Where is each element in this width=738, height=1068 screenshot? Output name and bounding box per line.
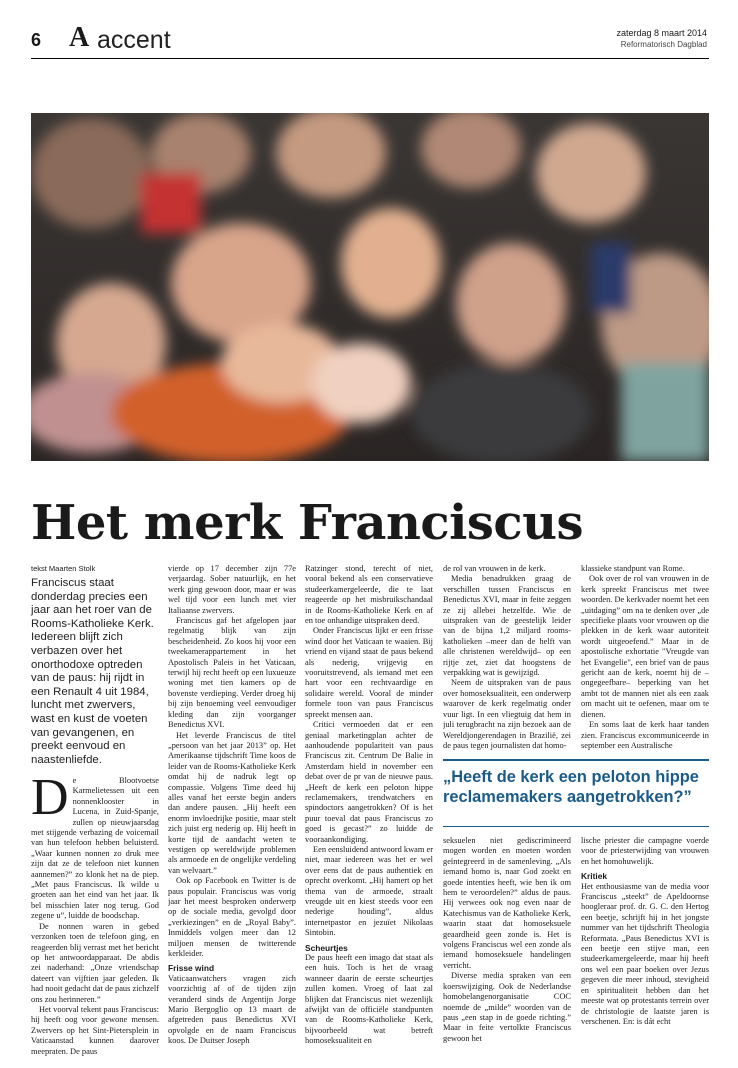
col3-p3: Critici vermoeden dat er een geniaal marketingplan achter de aanhoudende populariteit van paus Franciscus zit. Centrum De Balie in Amsterdam hield in november een debat over de pr van de nieuwe paus. „Heeft de kerk een peloton hippe reclamemakers, trendwatchers en spindoctors aangetrokken? Of is het puur toeval dat paus Franciscus zo goed is gecast?” zo luidde de vooraankondiging. (305, 720, 433, 844)
column-3 (305, 564, 433, 1066)
col3-p5: De paus heeft een imago dat staat als een huis. Toch is het de vraag wanneer daarin de eerste scheurtjes zullen komen. Vroeg of laat zal blijken dat Franciscus niet wezenlijk afwijkt van de officiële standpunten van de Rooms-Katholieke Kerk, bijvoorbeeld wat betreft homoseksualiteit en (305, 953, 433, 1046)
drop-cap: D (31, 776, 69, 826)
page-header (31, 24, 709, 58)
col3-p2: Onder Franciscus lijkt er een frisse wind door het Vaticaan te waaien. Bij vriend en vijand staat de paus bekend als nederig, vrijgevig en vooruitstrevend, als iemand met een hart voor een rechtvaardige en solidaire wereld. Vooral de minder formele toon van paus Franciscus spreekt mensen aan. (305, 626, 433, 719)
col5-p1: klassieke standpunt van Rome. (581, 564, 685, 573)
col4-p2: Media benadrukken graag de verschillen tussen Franciscus en Benedictus XVI, maar in feite zeggen ze zij allebei hetzelfde. Wie de uitspraken van de geestelijk leider van de bijna 1,2 miljard rooms-katholieken –meer dan de helft van alle christenen wereldwijd– op een rijtje zet, ziet dat hoogstens de verpakking wat is gewijzigd. (443, 574, 571, 678)
date-block (616, 28, 707, 50)
col1-p2: De nonnen waren in gebed verzonken toen de telefoon ging, en reageerden blij verrast met het bericht op het antwoordapparaat. De abdis zei naderhand: „Onze vriendschap dateert van vijftien jaar geleden. Ik had nooit gedacht dat de paus zichzelf ons zou herinneren.” (31, 921, 159, 1004)
col5b-p1: lische priester die campagne voerde voor de priesterwijding van vrouwen en het homohuwelijk. (581, 836, 709, 866)
column-5-bottom (581, 836, 709, 1066)
col5b-p2: Het enthousiasme van de media voor Franciscus „steekt” de Apeldoornse hoogleraar prof. dr. G. C. den Hertog een beetje, schrijft hij in het jongste nummer van het tijdschrift Theologia Reformata. „Paus Benedictus XVI is een beetje een stijve man, een studeerkamergeleerde, maar hij heeft ons wel een paar boeken over Jezus gegeven die meer inhoud, stevigheid en spiritualiteit hebben dan het meeste wat op protestants terrein over de christologie de laatste jaren is verschenen. En: is dát echt (581, 881, 709, 1026)
col4b-p2: Diverse media spraken van een koerswijziging. Ook de Nederlandse homobelangenorganisatie COC noemde de „milde” woorden van de paus „een stap in de goede richting.” Maar in feite vertolkte Franciscus gewoon het (443, 971, 571, 1043)
column-5-top (581, 564, 709, 750)
column-2 (168, 564, 296, 1066)
article-byline: tekst Maarten Stolk (31, 564, 96, 573)
column-4-top (443, 564, 571, 750)
col1-p3: Het voorval tekent paus Franciscus: hij heeft oog voor gewone mensen. Zwervers op het Sint-Pietersplein in Vaticaanstad kunnen daarover meepraten. De paus (31, 1004, 159, 1056)
article-lead: Franciscus staat donderdag precies een jaar aan het roer van de Rooms-Katholieke Kerk. Iedereen blijft zich verbazen over het onorthodoxe optreden van de paus: hij rijdt in een Renault 4 uit 1984, luncht met zwervers, wast en kust de voeten van gevangenen, en preekt eenvoud en naastenliefde. (31, 577, 154, 766)
col2-p5: Vaticaanwatchers vragen zich voorzichtig af of de tijden zijn veranderd sinds de Argentijn Jorge Mario Bergoglio op 13 maart de afgetreden paus Benedictus XVI opvolgde en de naam Franciscus koos. De Duitser Joseph (168, 973, 296, 1046)
column-4-bottom (443, 836, 571, 1066)
col5-p3: En soms laat de kerk haar tanden zien. Franciscus excommuniceerde in september een Australische (581, 720, 709, 750)
newspaper-logo: A (69, 22, 90, 53)
col1-p1: e Blootvoetse Karmelietessen uit een nonnenklooster in Lucena, in Zuid-Spanje, zullen op nieuwjaarsdag met stijgende verbazing de voicemail van hun telefoon hebben beluisterd. „Waar kunnen nonnen zo druk mee zijn dat ze de telefoon niet kunnen aannemen?” zo klonk het na de piep. „Met paus Franciscus. Ik wilde u groeten aan het eind van het jaar. Ik bel misschien later nog terug. God zegene u”, luidde de boodschap. (31, 776, 159, 921)
issue-date: zaterdag 8 maart 2014 (616, 28, 707, 38)
col2-p4: Ook op Facebook en Twitter is de paus populair. Franciscus was vorig jaar het meest besproken onderwerp op de sociale media, gevolgd door „verkiezingen” en de „Royal Baby”. Inmiddels volgen meer dan 12 miljoen mensen de twitterende kerkleider. (168, 876, 296, 959)
subheading-scheurtjes: Scheurtjes (305, 942, 348, 953)
article-headline: Het merk Franciscus (31, 495, 584, 551)
page-number: 6 (31, 30, 42, 50)
pull-quote-rule (443, 826, 709, 827)
col5-p2: Ook over de rol van vrouwen in de kerk spreekt Franciscus met twee woorden. De kerkvader noemt het een „uitdaging” om na te denken over „de specifieke plaats voor vrouwen op die plekken in de kerk waar autoriteit wordt uitgeoefend.” Maar in de apostolische exhortatie "Vreugde van het Evangelie", een brief van de paus gericht aan de kerk, noemt hij de –ongegeefbare– beperking van het ambt tot de mannen niet als een zaak om macht uit te oefenen, maar om te dienen. (581, 574, 709, 719)
col3-p1: Ratzinger stond, terecht of niet, vooral bekend als een conservatieve studeerkamergeleerde, die te laat reageerde op het misbruikschandaal in de Rooms-Katholieke Kerk en af en toe onhandige uitspraken deed. (305, 564, 433, 626)
crowd-photo (31, 113, 709, 461)
col2-p3: Het leverde Franciscus de titel „persoon van het jaar 2013” op. Het Amerikaanse tijdschrift Time koos de leider van de Rooms-Katholieke Kerk omdat hij de nadruk legt op compassie. Volgens Time deed hij alles vanaf het eerste begin anders dan andere pausen. „Hij heeft een enorm invloedrijke positie, maar stelt zich juist erg nederig op. Hij heeft in korte tijd de aandacht weten te vestigen op wereldwijde problemen als armoede en de ongelijke verdeling van welvaart.” (168, 730, 296, 875)
col2-p2: Franciscus gaf het afgelopen jaar regelmatig blijk van zijn bescheidenheid. Zo koos hij voor een tweekamerappartement in het Apostolisch Paleis in het Vaticaan, terwijl hij recht heeft op een luxueuze woning met tien kamers op de bovenste verdieping. Verder droeg hij bij zijn benoeming veel eenvoudiger kleding dan zijn voorganger Benedictus XVI. (168, 616, 296, 730)
section-title: accent (97, 26, 171, 54)
crowd-photo-icon (31, 113, 709, 461)
header-rule (31, 58, 709, 59)
col3-p4: Een eensluidend antwoord kwam er niet, maar iedereen was het er wel over eens dat de paus authentiek en oprecht overkomt. „Hij hamert op het thema van de armoede, straalt vreugde uit en kiest steeds voor een nederige houding”, aldus internetpastor en jezuïet Nikolaas Sintobin. (305, 844, 433, 938)
pull-quote: „Heeft de kerk een peloton hippe reclamemakers aangetrokken?” (443, 759, 709, 807)
col4-p1: de rol van vrouwen in de kerk. (443, 564, 546, 573)
publication-name: Reformatorisch Dagblad (620, 40, 707, 49)
col2-p1: vierde op 17 december zijn 77e verjaardag. Sober natuurlijk, en het werk ging gewoon door, maar er was wel tijd voor een lunch met vier Italiaanse zwervers. (168, 564, 296, 615)
col4b-p1: seksuelen niet gediscrimineerd mogen worden en moeten worden geïntegreerd in de samenleving. „Als iemand homo is, naar God zoekt en goede intenties heeft, wie ben ik om hem te veroordelen?” aldus de paus. Hij verwees ook nog even naar de Katechismus van de Katholieke Kerk, waarin staat dat homoseksuele geaardheid geen zonde is. Het is volgens Franciscus wel een zonde als iemand homoseksuele handelingen verricht. (443, 836, 571, 970)
subheading-frisse-wind: Frisse wind (168, 963, 215, 974)
col4-p3: Neem de uitspraken van de paus over homoseksualiteit, een onderwerp waarover de kerk regelmatig onder vuur ligt. In een vliegtuig dat hem in juli terugbracht na zijn bezoek aan de Wereldjongerendagen in Brazilië, zei de paus tegen journalisten dat homo- (443, 678, 571, 750)
column-1 (31, 776, 159, 1066)
subheading-kritiek: Kritiek (581, 871, 608, 882)
